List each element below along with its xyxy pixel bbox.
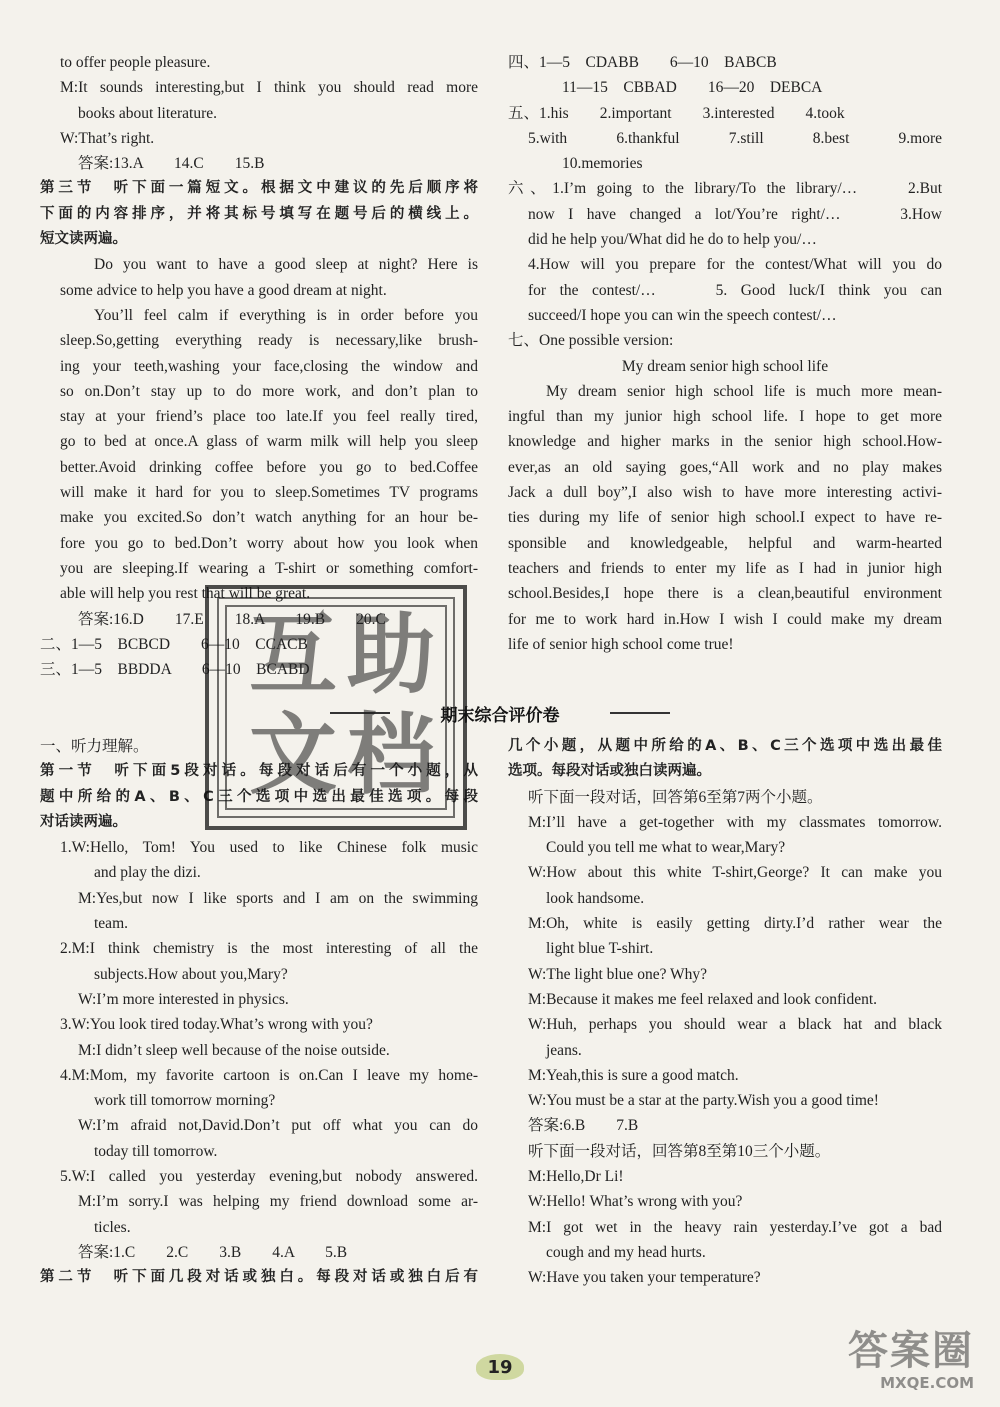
text-line: W:That’s right. — [60, 129, 155, 147]
text-line: 五、1.his 2.important 3.interested 4.took — [508, 104, 845, 122]
text-line: now I have changed a lot/You’re right/… 3.How — [528, 205, 942, 223]
text-line: sleep.So,getting everything ready is necessary,like brush- — [60, 332, 478, 350]
text-line: ingful than my junior high school life. I hope to get more — [508, 408, 942, 426]
text-line: jeans. — [546, 1041, 582, 1059]
text-line: M:Yeah,this is sure a good match. — [528, 1066, 739, 1084]
text-line: W:How about this white T-shirt,George? It can make you — [528, 864, 942, 882]
section-title: 期末综合评价卷 — [400, 698, 600, 728]
text-line: 答案:13.A 14.C 15.B — [78, 155, 265, 173]
text-line: today till tomorrow. — [94, 1142, 218, 1160]
text-line: 对话读两遍。 — [40, 813, 127, 830]
text-line: 六、1.I’m going to the library/To the library/… 2.But — [508, 180, 942, 198]
text-line: to offer people pleasure. — [60, 54, 211, 71]
right-column — [508, 50, 942, 657]
text-line: W:I’m more interested in physics. — [78, 990, 289, 1008]
text-line: 四、1—5 CDABB 6—10 BABCB — [508, 54, 777, 71]
watermark-logo — [824, 1329, 974, 1397]
text-line: You’ll feel calm if everything is in order before you — [94, 306, 478, 324]
text-line: 听下面一段对话，回答第8至第10三个小题。 — [528, 1142, 831, 1160]
text-line: 10.memories — [562, 155, 643, 173]
page-number: 19 — [462, 1352, 538, 1382]
text-line: better.Avoid drinking coffee before you go to bed.Coffee — [60, 458, 478, 476]
right-top-block — [508, 50, 942, 657]
stamp-glyph: 档 — [347, 703, 436, 806]
text-line: 二、1—5 BCBCD 6—10 CCACB — [40, 635, 308, 653]
text-line: did he help you/What did he do to help you/… — [528, 231, 817, 249]
text-line: 第一节 听下面5段对话。每段对话后有一个小题，从 — [40, 763, 478, 780]
text-line: 答案:6.B 7.B — [528, 1117, 639, 1135]
text-line: M:Yes,but now I like sports and I am on the swimming — [78, 889, 478, 907]
text-line: ties during my life of senior high school.I expect to have re- — [508, 509, 942, 527]
text-line: 题中所给的A、B、C三个选项中选出最佳选项。每段 — [40, 788, 478, 805]
text-line: M:Oh, white is easily getting dirty.I’d rather wear the — [528, 915, 942, 933]
text-line: fore you go to bed.Don’t worry about how you look when — [60, 534, 478, 552]
text-line: W:The light blue one? Why? — [528, 965, 708, 983]
text-line: 几个小题，从题中所给的A、B、C三个选项中选出最佳 — [508, 738, 942, 754]
stamp-glyph: 互 — [249, 603, 338, 706]
text-line: Jack a dull boy”,I also wish to have more interesting activi- — [508, 484, 942, 502]
text-line: 2.M:I think chemistry is the most interesting of all the — [60, 940, 478, 958]
text-line: M:I’m sorry.I was helping my friend download some ar- — [78, 1193, 478, 1211]
text-line: will make it hard for you to sleep.Sometimes TV programs — [60, 484, 478, 502]
text-line: 1.W:Hello, Tom! You used to like Chinese folk music — [60, 839, 478, 857]
text-line: M:It sounds interesting,but I think you should read more — [60, 79, 478, 97]
text-line: life of senior high school come true! — [508, 635, 734, 653]
text-line: school.Besides,I hope there is a clean,beautiful environment — [508, 585, 942, 603]
text-line: team. — [94, 915, 128, 933]
text-line: W:Have you taken your temperature? — [528, 1269, 761, 1287]
text-line: 11—15 CBBAD 16—20 DEBCA — [562, 79, 823, 97]
text-line: My dream senior high school life — [621, 357, 829, 375]
text-line: able will help you rest that will be great. — [60, 585, 311, 603]
text-line: 4.M:Mom, my favorite cartoon is on.Can I leave my home- — [60, 1066, 478, 1084]
text-line: 选项。每段对话或独白读两遍。 — [508, 763, 711, 780]
text-line: ticles. — [94, 1218, 131, 1236]
stamp-glyph: 文 — [249, 703, 338, 806]
text-line: so on.Don’t stay up to do more work, and don’t plan to — [60, 382, 478, 400]
text-line: look handsome. — [546, 889, 645, 907]
text-line: stay at your friend’s place too late.If you feel really tired, — [60, 408, 478, 426]
text-line: some advice to help you have a good dream at night. — [60, 281, 387, 299]
text-line: cough and my head hurts. — [546, 1243, 706, 1261]
text-line: ing your teeth,washing your face,closing the window and — [60, 357, 478, 375]
text-line: and play the dizi. — [94, 864, 201, 882]
right-bottom-block — [508, 734, 942, 1291]
text-line: My dream senior high school life is much more mean- — [546, 382, 942, 400]
text-line: for the contest/… 5. Good luck/I think you can — [528, 281, 942, 299]
text-line: 3.W:You look tired today.What’s wrong with you? — [60, 1016, 373, 1034]
text-line: go to bed at once.A glass of warm milk will help you sleep — [60, 433, 478, 451]
text-line: make you excited.So don’t watch anything for an hour be- — [60, 509, 478, 527]
text-line: M:I got wet in the heavy rain yesterday.I’ve got a bad — [528, 1218, 942, 1236]
text-line: subjects.How about you,Mary? — [94, 965, 288, 983]
text-line: 5.W:I called you yesterday evening,but nobody answered. — [60, 1168, 478, 1186]
text-line: 4.How will you prepare for the contest/What will you do — [528, 256, 942, 274]
right-column-bottom — [508, 734, 942, 1291]
text-line: books about literature. — [78, 104, 218, 122]
text-line: 听下面一段对话，回答第6至第7两个小题。 — [528, 788, 823, 806]
text-line: ever,as an old saying goes,“All work and no play makes — [508, 458, 942, 476]
text-line: M:Because it makes me feel relaxed and look confident. — [528, 990, 878, 1008]
text-line: 三、1—5 BBDDA 6—10 BCABD — [40, 661, 310, 679]
text-line: W:You must be a star at the party.Wish you a good time! — [528, 1092, 879, 1110]
text-line: knowledge and higher marks in the senior high school.How- — [508, 433, 942, 451]
text-line: for me to work hard in.How I wish I could make my dream — [508, 610, 942, 628]
text-line: 下面的内容排序，并将其标号填写在题号后的横线上。 — [40, 205, 478, 222]
text-line: light blue T-shirt. — [546, 940, 654, 958]
text-line: 短文读两遍。 — [40, 231, 127, 248]
text-line: M:Hello,Dr Li! — [528, 1168, 624, 1186]
text-line: 答案:1.C 2.C 3.B 4.A 5.B — [78, 1243, 348, 1261]
stamp-glyph: 助 — [347, 603, 436, 706]
text-line: M:I didn’t sleep well because of the noise outside. — [78, 1041, 390, 1059]
stamp-logo — [205, 585, 467, 830]
text-line: M:I’ll have a get-together with my classmates tomorrow. — [528, 813, 942, 831]
text-line: Could you tell me what to wear,Mary? — [546, 839, 786, 857]
text-line: W:I’m afraid not,David.Don’t put off what you can do — [78, 1117, 478, 1135]
text-line: 七、One possible version: — [508, 332, 674, 350]
text-line: 5.with 6.thankful 7.still 8.best 9.more — [528, 129, 942, 147]
text-line: 第三节 听下面一篇短文。根据文中建议的先后顺序将 — [40, 180, 478, 197]
text-line: you are sleeping.If wearing a T-shirt or something comfort- — [60, 559, 478, 577]
text-line: 一、听力理解。 — [40, 738, 149, 755]
text-line: succeed/I hope you can win the speech contest/… — [528, 306, 837, 324]
text-line: teachers and friends to enter my life as I had in junior high — [508, 559, 942, 577]
text-line: work till tomorrow morning? — [94, 1092, 276, 1110]
text-line: W:Huh, perhaps you should wear a black hat and black — [528, 1016, 942, 1034]
text-line: 第二节 听下面几段对话或独白。每段对话或独白后有 — [40, 1269, 478, 1286]
text-line: W:Hello! What’s wrong with you? — [528, 1193, 743, 1211]
text-line: Do you want to have a good sleep at night? Here is — [94, 256, 478, 274]
watermark-url: MXQE.COM — [880, 1374, 974, 1392]
text-line: 答案:16.D 17.E 18.A 19.B 20.C — [78, 610, 386, 628]
watermark-logo-text: 答案圈 — [848, 1328, 974, 1374]
text-line: sponsible and knowledgeable, helpful and warm-hearted — [508, 534, 942, 552]
